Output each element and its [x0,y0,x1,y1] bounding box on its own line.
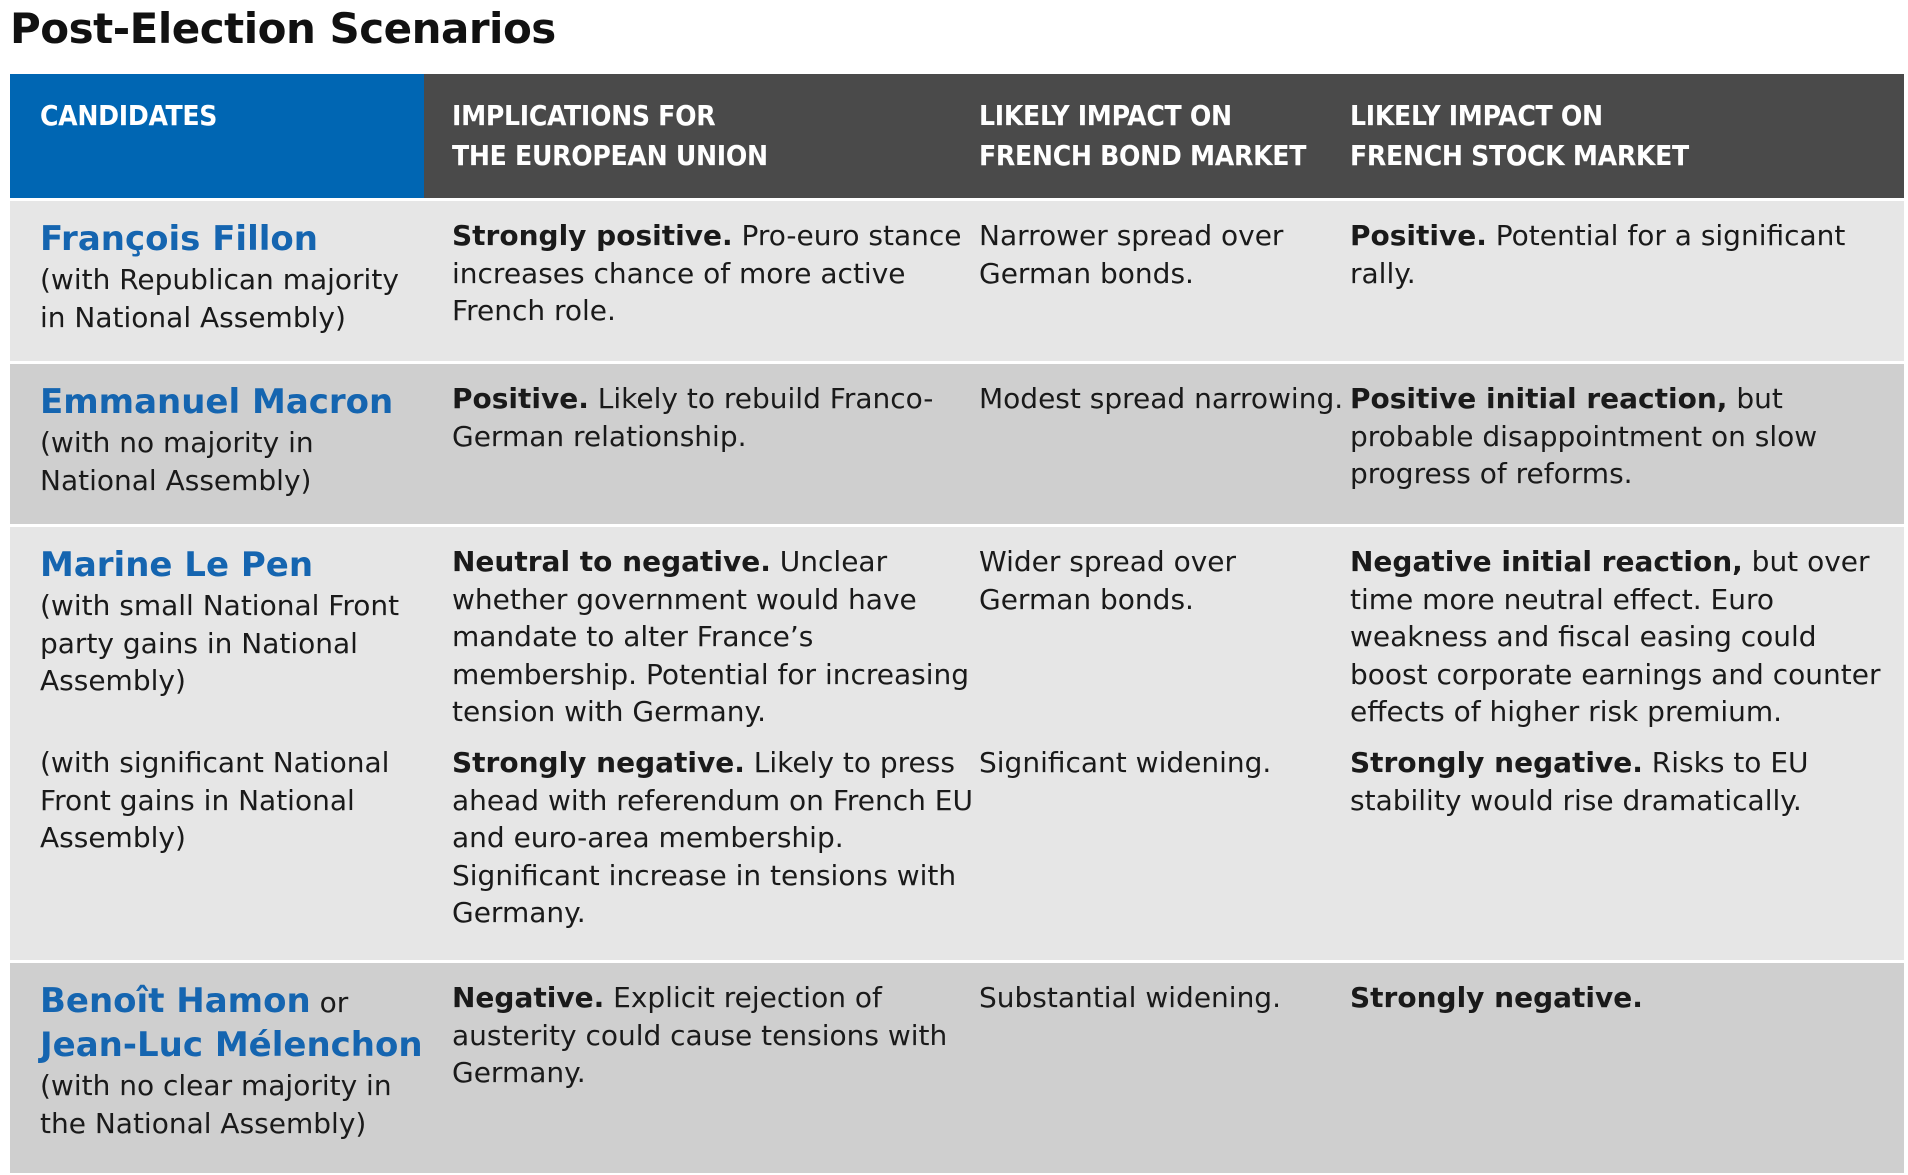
eu-cell: Strongly positive. Pro-euro stance increases chance of more active French role. [452,219,962,327]
header-eu: IMPLICATIONS FOR THE EUROPEAN UNION [452,99,768,172]
stock-cell: Positive. Potential for a significant rally. [1350,219,1846,290]
page-title: Post-Election Scenarios [10,4,556,53]
header-bond: LIKELY IMPACT ON FRENCH BOND MARKET [979,99,1307,172]
or-text: or [310,986,349,1019]
bond-cell: Modest spread narrowing. [979,382,1344,415]
bond-cell: Narrower spread over German bonds. [979,219,1284,290]
candidate-cell [10,543,424,744]
stock-cell: Strongly negative. [1350,981,1643,1014]
table-row-macron [10,361,1904,524]
table-header [10,74,1904,198]
header-stock: LIKELY IMPACT ON FRENCH STOCK MARKET [1350,99,1689,172]
eu-cell: Positive. Likely to rebuild Franco-German relationship. [452,382,934,453]
candidate-cell [10,217,424,361]
candidate-name-2: Jean-Luc Mélenchon [40,1025,423,1065]
candidate-note: (with small National Front party gains in National Assembly) [40,589,400,697]
candidate-note: (with Republican majority in National Assembly) [40,263,399,334]
candidate-note: (with significant National Front gains in National Assembly) [40,746,390,854]
le-pen-scenario-significant-gains [10,744,1904,932]
eu-cell: Strongly negative. Likely to press ahead with referendum on French EU and euro-area membership. Significant increase in tensions with Germany. [452,746,973,929]
header-candidates: CANDIDATES [10,74,424,198]
stock-cell: Negative initial reaction, but over time more neutral effect. Euro weakness and fiscal easing could boost corporate earnings and counter effects of higher risk premium. [1350,545,1881,728]
candidate-name: Emmanuel Macron [40,382,394,422]
candidate-name: François Fillon [40,219,318,259]
stock-cell: Positive initial reaction, but probable disappointment on slow progress of reforms. [1350,382,1818,490]
candidate-name: Benoît Hamon [40,981,311,1021]
candidate-cell [10,380,424,524]
candidate-note: (with no clear majority in the National Assembly) [40,1069,392,1140]
table-row-fillon [10,198,1904,361]
eu-cell: Neutral to negative. Unclear whether government would have mandate to alter France’s membership. Potential for increasing tension with Germany. [452,545,970,728]
bond-cell: Significant widening. [979,746,1272,779]
candidate-note: (with no majority in National Assembly) [40,426,314,497]
bond-cell: Wider spread over German bonds. [979,545,1237,616]
stock-cell: Strongly negative. Risks to EU stability would rise dramatically. [1350,746,1809,817]
candidate-cell [10,979,424,1173]
eu-cell: Negative. Explicit rejection of austerity could cause tensions with Germany. [452,981,948,1089]
table-row-hamon-melenchon [10,960,1904,1173]
table-row-le-pen [10,524,1904,960]
scenarios-table [10,74,1904,1173]
candidate-name: Marine Le Pen [40,545,314,585]
bond-cell: Substantial widening. [979,981,1281,1014]
le-pen-scenario-small-gains [10,543,1904,744]
header-rest [424,74,1904,198]
